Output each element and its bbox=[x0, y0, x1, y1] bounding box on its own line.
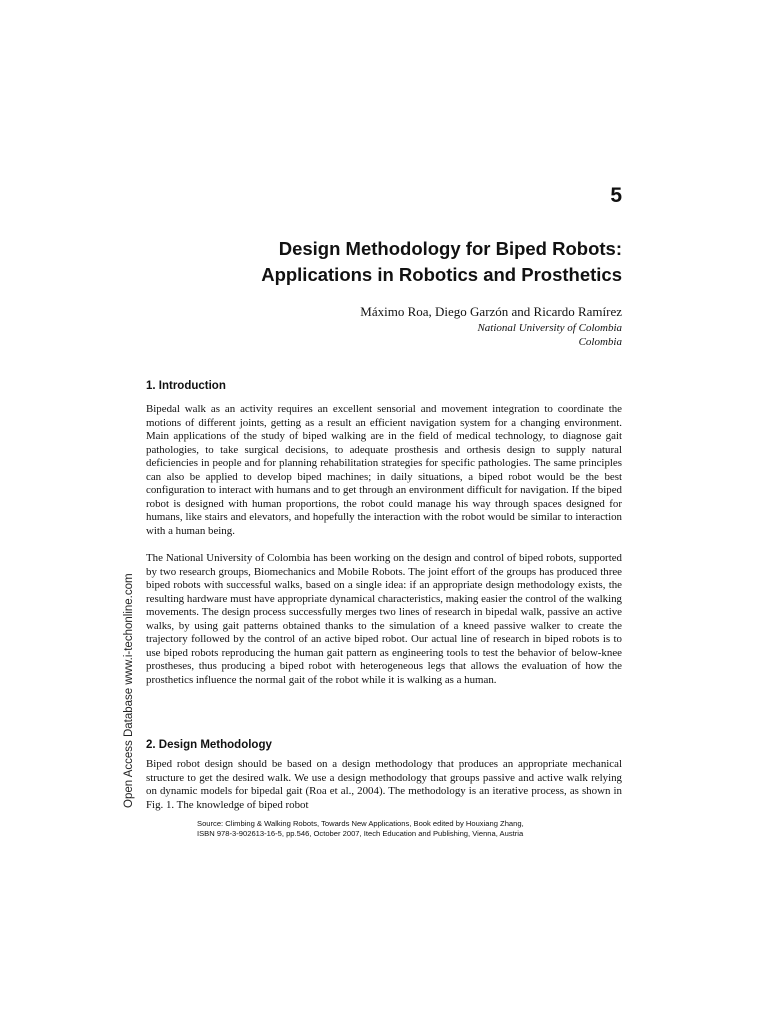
section-heading-introduction: 1. Introduction bbox=[146, 380, 226, 392]
chapter-number: 5 bbox=[610, 184, 622, 207]
introduction-paragraph-1: Bipedal walk as an activity requires an excellent sensorial and movement integration to coordinate the motions of different joints, getting as a result an efficient navigation system for a changing environment. Main applications of the study of biped walking are in the field of medical technology, to diagnose gait pathologies, to take surgical decisions, to adequate prosthesis and orthesis design to supply natural deficiencies in people and for planning rehabilitation strategies for specific pathologies. The same principles can also be applied to develop biped machines; in daily situations, a biped robot would be the best configuration to interact with humans and to get through an environment difficult for navigation. If the biped robot is designed with human proportions, the robot could manage his way through spaces designed for humans, like stairs and elevators, and hopefully the interaction with the robot would be similar to interaction with a human being. bbox=[146, 403, 622, 537]
affiliation: National University of Colombia bbox=[477, 322, 622, 334]
source-footnote bbox=[197, 819, 617, 839]
affiliation-country: Colombia bbox=[578, 336, 622, 348]
source-footnote-line-2: ISBN 978-3-902613-16-5, pp.546, October 2007, Itech Education and Publishing, Vienna, Austria bbox=[197, 829, 524, 838]
section-heading-design-methodology: 2. Design Methodology bbox=[146, 739, 272, 751]
chapter-title bbox=[160, 236, 622, 288]
authors: Máximo Roa, Diego Garzón and Ricardo Ramírez bbox=[360, 304, 622, 319]
introduction-paragraph-2: The National University of Colombia has been working on the design and control of biped robots, supported by two research groups, Biomechanics and Mobile Robots. The joint effort of the groups has produced three biped robots with successful walks, based on a single idea: if an appropriate design methodology exists, the resulting hardware must have appropriate dynamical characteristics, making easier the control of the walking movements. The design process successfully merges two lines of research in bipedal walk, passive an active walks, by using gait patterns obtained thanks to the simulation of a kneed passive walker to create the trajectory followed by the control of an active biped robot. Our actual line of research in biped robots is to use biped robots reproducing the human gait pattern as engineering tools to test the behavior of below-knee prostheses, thus producing a biped robot with heterogeneous legs that allows the evaluation of how the prosthetics influence the normal gait of the robot while it is walking as a human. bbox=[146, 552, 622, 686]
chapter-title-line-1: Design Methodology for Biped Robots: bbox=[278, 238, 622, 259]
chapter-title-line-2: Applications in Robotics and Prosthetics bbox=[261, 264, 622, 285]
design-methodology-paragraph-1: Biped robot design should be based on a design methodology that produces an appropriate mechanical structure to get the desired walk. We use a design methodology that groups passive and active walk relying on dynamic models for bipedal gait (Roa et al., 2004). The methodology is an iterative process, as shown in Fig. 1. The knowledge of biped robot bbox=[146, 758, 622, 811]
open-access-sidebar-text: Open Access Database www.i-techonline.com bbox=[123, 573, 135, 808]
source-footnote-line-1: Source: Climbing & Walking Robots, Towards New Applications, Book edited by Houxiang Zhang, bbox=[197, 819, 524, 828]
